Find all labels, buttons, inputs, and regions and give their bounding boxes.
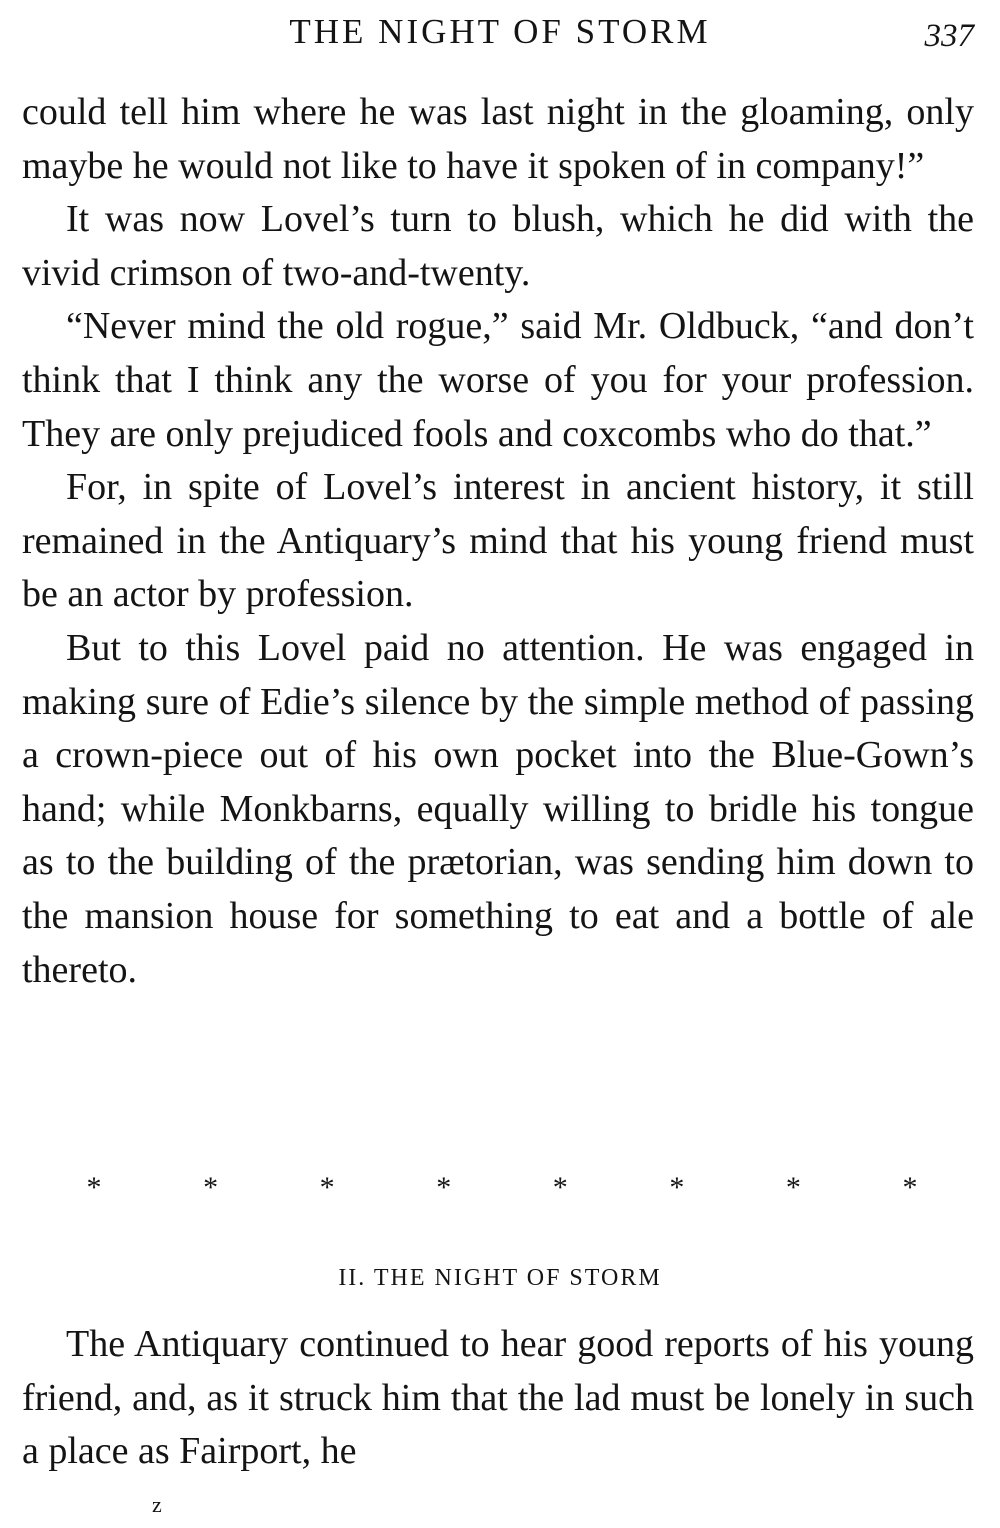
page-number: 337 <box>924 18 974 54</box>
body-text <box>22 86 974 997</box>
paragraph: But to this Lovel paid no attention. He was engaged in making sure of Edie’s silence by the simple method of passing a crown-piece out of his own pocket into the Blue-Gown’s hand; while Monkbarns, equally willing to bridle his tongue as to the building of the prætorian, was sending him down to the mansion house for something to eat and a bottle of ale thereto. <box>22 626 974 991</box>
section-separator <box>82 1170 922 1206</box>
running-title: THE NIGHT OF STORM <box>289 12 711 51</box>
separator-asterisk: * <box>785 1171 801 1204</box>
separator-asterisk: * <box>669 1171 685 1204</box>
running-head <box>0 6 1000 56</box>
separator-asterisk: * <box>319 1171 335 1204</box>
separator-asterisk: * <box>552 1171 568 1204</box>
separator-asterisk: * <box>203 1171 219 1204</box>
separator-asterisk: * <box>902 1171 918 1204</box>
section-body-text <box>22 1318 974 1479</box>
separator-asterisk: * <box>436 1171 452 1204</box>
paragraph-continuation: could tell him where he was last night in the gloaming, only maybe he would not like to have it spoken of in company!” <box>22 91 974 187</box>
separator-asterisk: * <box>86 1171 102 1204</box>
paragraph: It was now Lovel’s turn to blush, which he did with the vivid crimson of two-and-twenty. <box>22 198 974 294</box>
paragraph: The Antiquary continued to hear good reports of his young friend, and, as it struck him that the lad must be lonely in such a place as Fairport, he <box>22 1323 974 1473</box>
paragraph: For, in spite of Lovel’s interest in ancient history, it still remained in the Antiquary’s mind that his young friend must be an actor by profession. <box>22 466 974 616</box>
paragraph: “Never mind the old rogue,” said Mr. Oldbuck, “and don’t think that I think any the worse of you for your profession. They are only prejudiced fools and coxcombs who do that.” <box>22 305 974 455</box>
section-heading: II. THE NIGHT OF STORM <box>338 1265 662 1291</box>
signature-mark: z <box>152 1492 162 1517</box>
